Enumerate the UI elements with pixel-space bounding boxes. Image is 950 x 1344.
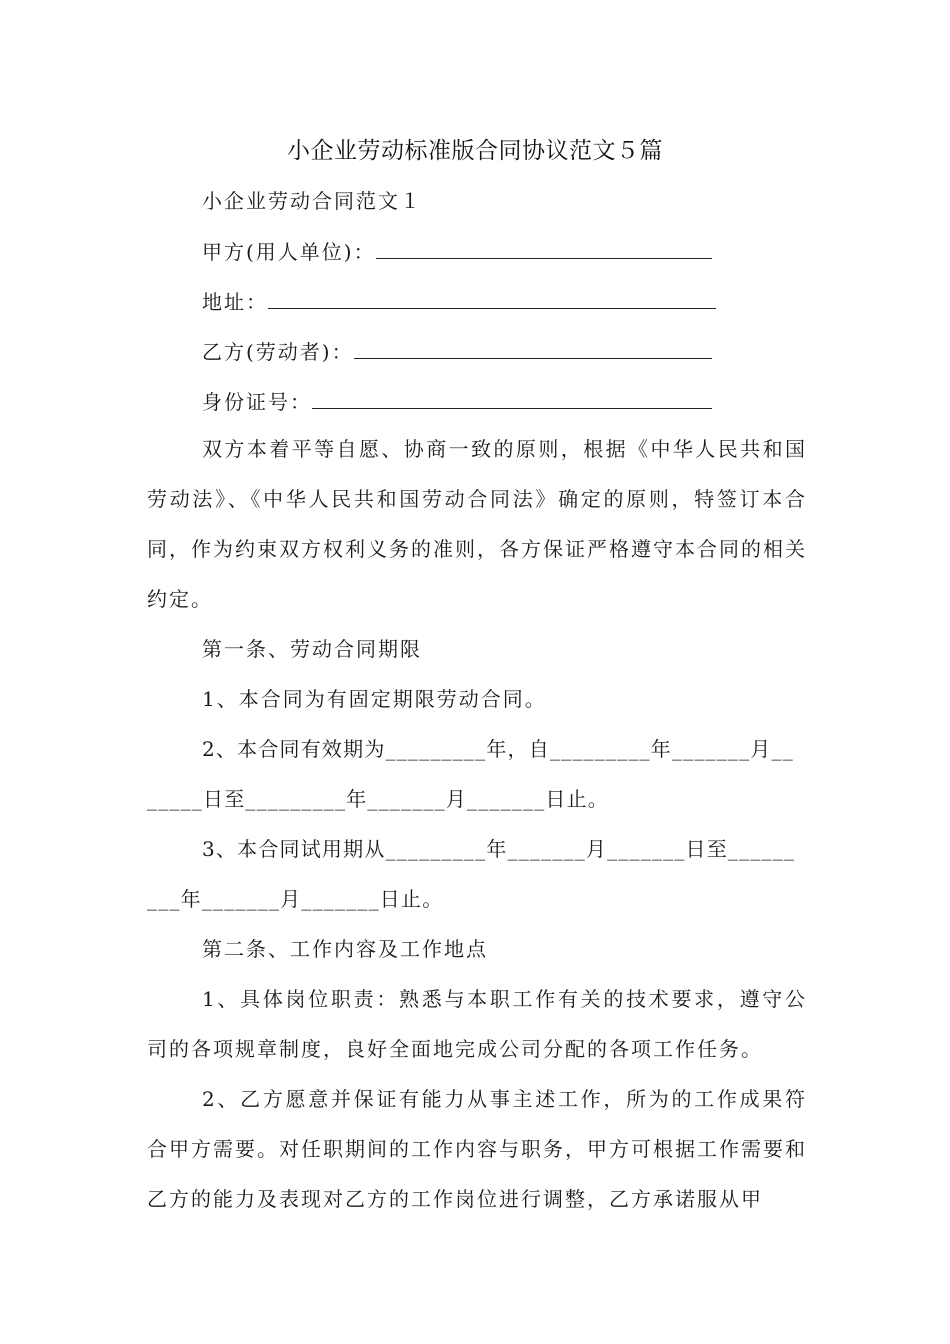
article2-item2: 2、乙方愿意并保证有能力从事主述工作，所为的工作成果符合甲方需要。对任职期间的工作内容与职务，甲方可根据工作需要和乙方的能力及表现对乙方的工作岗位进行调整，乙方承诺服从甲 <box>147 1087 807 1211</box>
party-b-blank <box>354 336 712 359</box>
address-label: 地址： <box>202 290 268 314</box>
article1-item3-line1: 3、本合同试用期从_________年_______月_______日至______ <box>202 837 796 861</box>
intro-paragraph: 双方本着平等自愿、协商一致的原则，根据《中华人民共和国劳动法》、《中华人民共和国劳动合同法》确定的原则，特签订本合同，作为约束双方权利义务的准则，各方保证严格遵守本合同的相关约定。 <box>147 437 807 611</box>
address-field <box>202 286 716 317</box>
id-number-blank <box>312 386 712 409</box>
id-number-field <box>202 386 712 417</box>
party-a-label: 甲方(用人单位)： <box>202 240 376 264</box>
article2-item1: 1、具体岗位职责：熟悉与本职工作有关的技术要求，遵守公司的各项规章制度，良好全面地完成公司分配的各项工作任务。 <box>147 987 807 1061</box>
id-number-label: 身份证号： <box>202 390 312 414</box>
party-a-field <box>202 236 712 267</box>
party-b-field <box>202 336 712 367</box>
article1-item3-line2: ___年_______月_______日止。 <box>147 887 444 911</box>
address-blank <box>268 286 716 309</box>
article1-item1: 1、本合同为有固定期限劳动合同。 <box>202 687 547 711</box>
article1-item2-line2: _____日至_________年_______月_______日止。 <box>147 787 609 811</box>
article2-heading: 第二条、工作内容及工作地点 <box>202 937 488 961</box>
party-b-label: 乙方(劳动者)： <box>202 340 354 364</box>
contract-subtitle: 小企业劳动合同范文１ <box>202 189 422 213</box>
article1-item2-line1: 2、本合同有效期为_________年，自_________年_______月__ <box>202 737 794 761</box>
article1-heading: 第一条、劳动合同期限 <box>202 637 422 661</box>
document-title: 小企业劳动标准版合同协议范文５篇 <box>287 138 663 164</box>
party-a-blank <box>376 236 712 259</box>
